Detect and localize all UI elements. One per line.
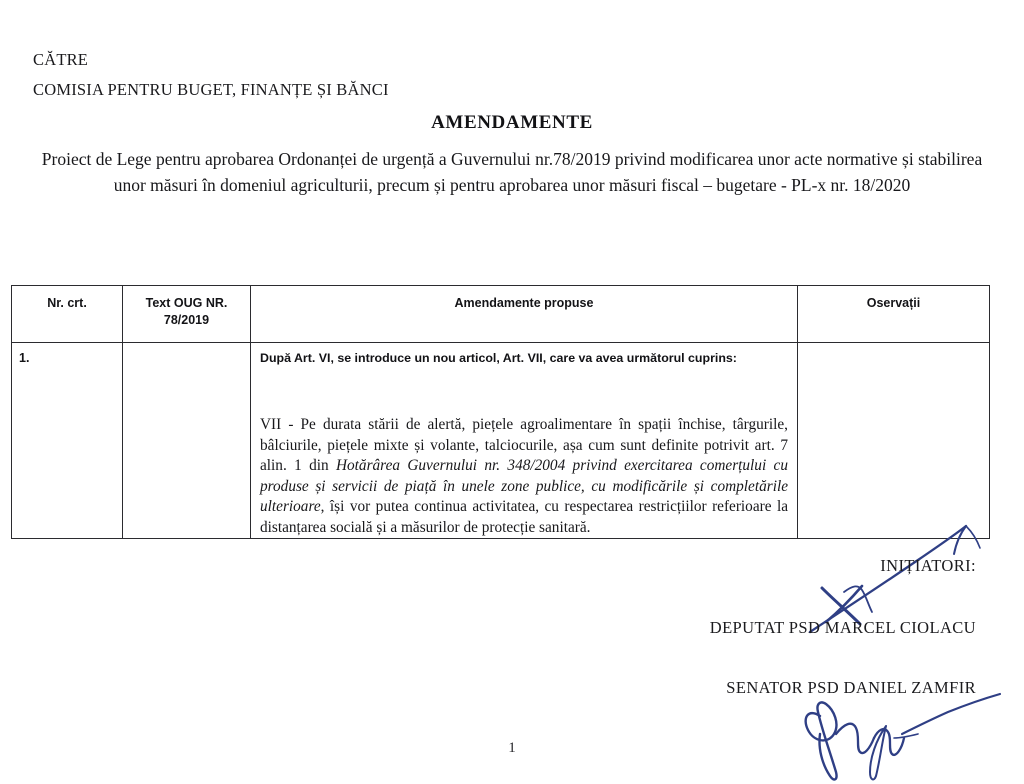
table-row [12,343,990,539]
amendment-cited-law: Hotărârea Guvernului nr. 348/2004 privind exercitarea comerțului cu produse și servicii de piață în unele zone publice, cu modificările și completările ulterioare [260,457,788,515]
page-title: AMENDAMENTE [431,112,593,133]
amendment-body-part2: , își vor putea continua activitatea, cu respectarea restricțiilor referioare la distanțarea socială și a măsurilor de protecție sanitară. [260,498,788,536]
column-header-amendamente: Amendamente propuse [251,286,798,343]
signatory-senator: SENATOR PSD DANIEL ZAMFIR [726,678,976,697]
cell-text-oug [123,343,251,539]
signature-daniel-zamfir [790,686,1020,784]
amendment-body-part1: VII - Pe durata stării de alertă, piețele agroalimentare în spații închise, târgurile, bâlciurile, piețele mixte și volante, talciocurile, așa cum sunt definite potrivit art. 7 alin. 1 din [260,416,788,474]
amendment-lead-text: După Art. VI, se introduce un nou articol, Art. VII, care va avea următorul cuprins: [260,351,737,365]
cell-amendament [251,343,798,539]
amendment-body-text [260,415,788,538]
column-header-nr-crt: Nr. crt. [12,286,123,343]
addressee-label: CĂTRE [33,50,89,69]
cell-nr-crt: 1. [12,343,123,539]
signatory-deputy: DEPUTAT PSD MARCEL CIOLACU [709,618,976,637]
amendments-table [11,285,990,539]
column-header-observatii: Oservații [798,286,990,343]
cell-observatii [798,343,990,539]
column-header-text-oug: Text OUG NR. 78/2019 [123,286,251,343]
document-subtitle: Proiect de Lege pentru aprobarea Ordonanței de urgență a Guvernului nr.78/2019 privind modificarea unor acte normative și stabilirea unor măsuri în domeniul agriculturii, precum și pentru aprobarea unor măsuri fiscal – bugetare - PL-x nr. 18/2020 [41,149,983,195]
table-header-row [12,286,990,343]
page-number: 1 [508,740,516,756]
committee-name: COMISIA PENTRU BUGET, FINANȚE ȘI BĂNCI [33,80,389,99]
initiators-label: INIȚIATORI: [880,556,976,575]
